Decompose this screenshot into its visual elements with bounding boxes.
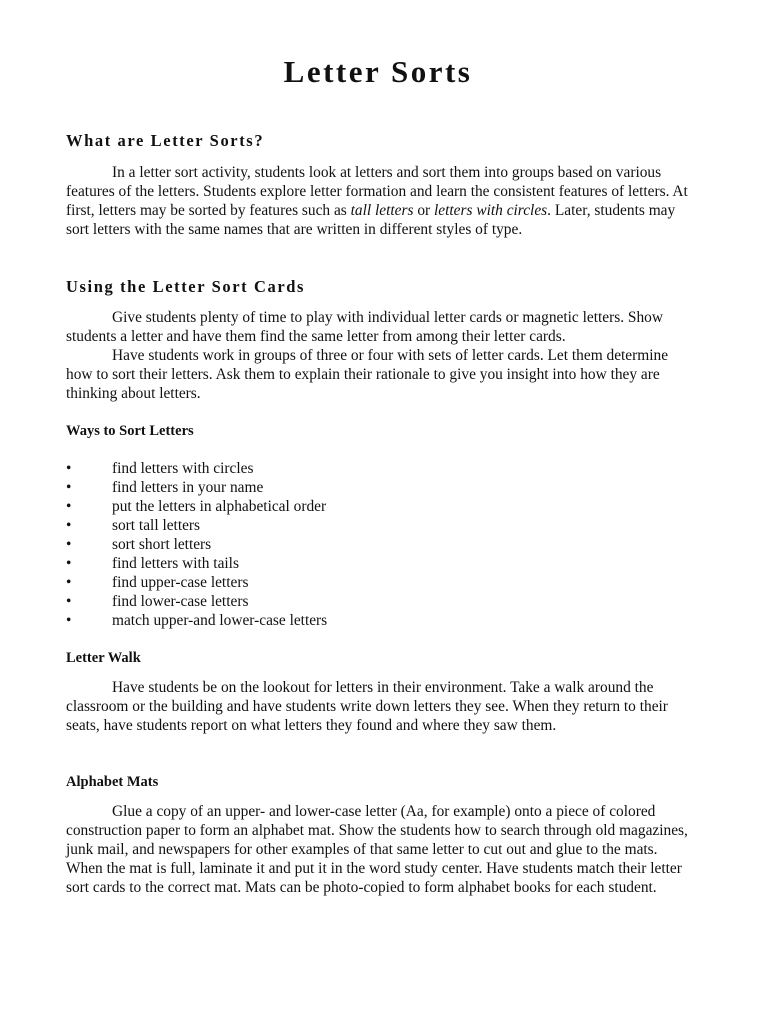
list-item-text: find letters in your name — [112, 479, 264, 496]
section-heading-using: Using the Letter Sort Cards — [66, 277, 306, 296]
list-item-text: sort short letters — [112, 536, 212, 553]
bullet-icon: • — [66, 593, 72, 610]
paragraph-alphabet-mats: Glue a copy of an upper- and lower-case letter (Aa, for example) onto a piece of colored construction paper to form an alphabet mat. Show the students how to search through old magazines, junk mail, and newspapers for other examples of that same letter to cut out and glue to the mats. When the mat is full, laminate it and put it in the word study center. Have students match their letter sort cards to the correct mat. Mats can be photo-copied to form alphabet books for each student. — [66, 803, 688, 896]
paragraph-using-1: Give students plenty of time to play with individual letter cards or magnetic letters. Show students a letter and have them find the same letter from among their letter cards. — [66, 309, 663, 345]
bullet-icon: • — [66, 479, 72, 496]
list-item-text: put the letters in alphabetical order — [112, 498, 327, 515]
bullet-icon: • — [66, 498, 72, 515]
bullet-icon: • — [66, 555, 72, 572]
list-item-text: sort tall letters — [112, 517, 201, 534]
bullet-icon: • — [66, 536, 72, 553]
list-item-text: find lower-case letters — [112, 593, 249, 610]
paragraph-what — [66, 163, 690, 239]
bullet-icon: • — [66, 574, 72, 591]
subheading-alphabet-mats: Alphabet Mats — [66, 774, 159, 790]
paragraph-letter-walk: Have students be on the lookout for letters in their environment. Take a walk around the classroom or the building and have students write down letters they see. When they return to their seats, have students report on what letters they found and where they saw them. — [66, 679, 668, 734]
list-item-text: find letters with tails — [112, 555, 239, 572]
paragraph-what-text-c: . Later, students may sort letters with the same names that are written in different styles of type. — [66, 202, 676, 238]
list-item-text: find letters with circles — [112, 460, 254, 477]
paragraph-what-text-a: In a letter sort activity, students look at letters and sort them into groups based on various features of the letters. Students explore letter formation and learn the consistent features of letters. At first, letters may be sorted by features such as — [66, 164, 688, 219]
bullet-icon: • — [66, 612, 72, 629]
list-item-text: find upper-case letters — [112, 574, 249, 591]
subheading-ways: Ways to Sort Letters — [66, 423, 194, 439]
emphasis-tall-letters: tall letters — [350, 202, 414, 219]
list-item-text: match upper-and lower-case letters — [112, 612, 328, 629]
subheading-letter-walk: Letter Walk — [66, 650, 141, 666]
emphasis-letters-with-circles: letters with circles — [434, 202, 548, 219]
page-title: Letter Sorts — [283, 54, 473, 89]
paragraph-what-text-b: or — [413, 202, 435, 219]
section-heading-what: What are Letter Sorts? — [66, 131, 265, 150]
bullet-icon: • — [66, 460, 72, 477]
bullet-icon: • — [66, 517, 72, 534]
paragraph-using-2: Have students work in groups of three or four with sets of letter cards. Let them determine how to sort their letters. Ask them to explain their rationale to give you insight into how they are thinking about letters. — [66, 347, 669, 402]
